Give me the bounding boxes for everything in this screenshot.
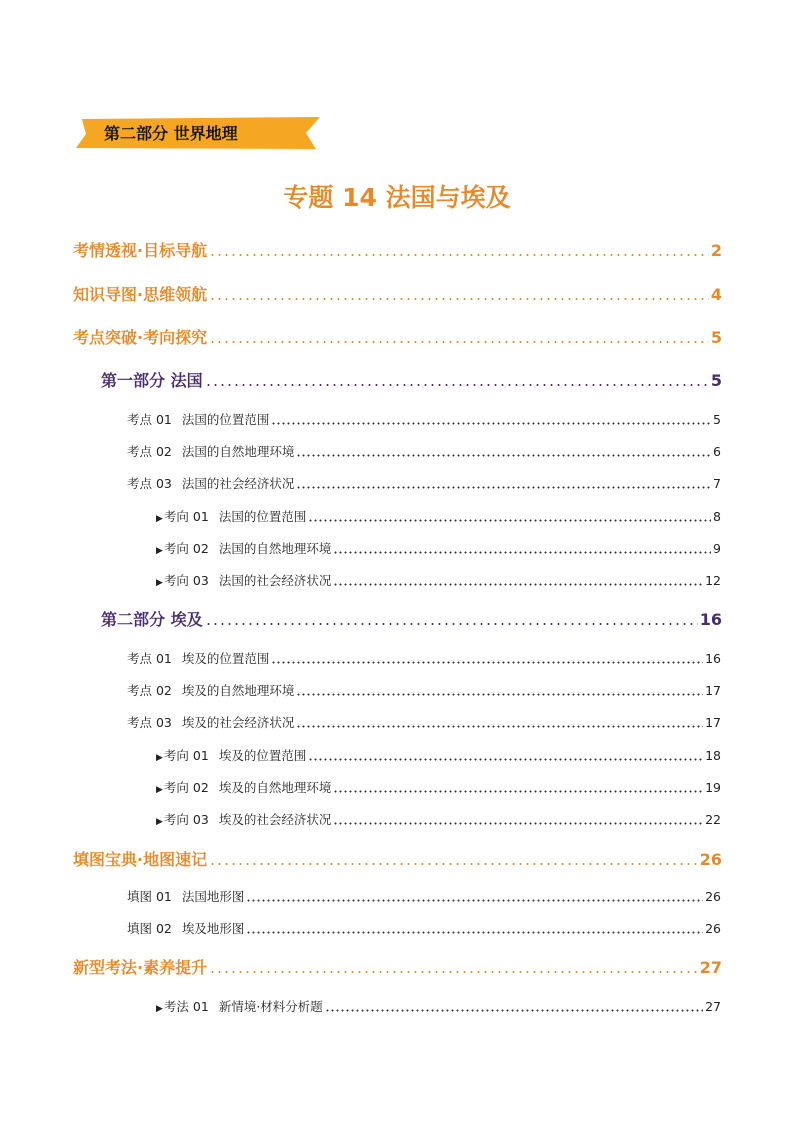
toc-item-page: 16 — [705, 651, 721, 666]
toc-leader-dots — [296, 486, 711, 489]
toc-leader-dots — [209, 862, 698, 866]
toc-leader-dots — [205, 383, 709, 387]
toc-leader-dots — [296, 693, 703, 696]
toc-leader-dots — [246, 931, 703, 934]
toc-item-code: 考向 02 — [163, 541, 209, 556]
toc-item[interactable] — [127, 681, 721, 699]
toc-item-label: 法国的社会经济状况 — [218, 573, 332, 588]
toc-item-label: 法国的社会经济状况 — [181, 476, 295, 491]
toc-item-label: 新型考法·素养提升 — [73, 958, 208, 977]
toc-item-label: 填图宝典·地图速记 — [73, 850, 208, 869]
toc-item[interactable] — [156, 778, 721, 796]
toc-leader-dots — [333, 822, 703, 825]
toc-item-code: 考点 02 — [127, 683, 172, 698]
toc-item[interactable] — [73, 847, 722, 870]
toc-item-label: 埃及的位置范围 — [218, 748, 307, 763]
toc-item-code: 考点 03 — [127, 715, 172, 730]
toc-leader-dots — [308, 519, 711, 522]
toc-leader-dots — [209, 340, 709, 344]
toc-leader-dots — [333, 790, 703, 793]
toc-item-page: 26 — [699, 850, 722, 869]
toc-item-code: 填图 02 — [127, 921, 172, 936]
toc-item[interactable] — [156, 507, 721, 525]
toc-leader-dots — [271, 422, 711, 425]
toc-item-page: 22 — [705, 812, 721, 827]
triangle-bullet-icon: ▶ — [156, 817, 163, 827]
toc-item[interactable] — [127, 919, 721, 937]
toc-item-code: 考向 03 — [163, 812, 209, 827]
triangle-bullet-icon: ▶ — [156, 1004, 163, 1014]
toc-item-page: 18 — [705, 748, 721, 763]
toc-item[interactable] — [127, 442, 721, 460]
toc-leader-dots — [333, 583, 703, 586]
toc-item-code: 考向 03 — [163, 573, 209, 588]
toc-item[interactable] — [156, 571, 721, 589]
toc-item-page: 17 — [705, 683, 721, 698]
toc-leader-dots — [246, 899, 703, 902]
toc-item-page: 17 — [705, 715, 721, 730]
toc-item-page: 9 — [713, 541, 721, 556]
toc-item[interactable] — [156, 746, 721, 764]
toc-item-label: 考点突破·考向探究 — [73, 328, 208, 347]
toc-item-code: 考向 01 — [163, 509, 209, 524]
triangle-bullet-icon: ▶ — [156, 514, 163, 524]
toc-item-code: 考点 01 — [127, 412, 172, 427]
toc-leader-dots — [209, 253, 709, 257]
toc-item-label: 第二部分 埃及 — [101, 610, 203, 629]
toc-item[interactable] — [127, 887, 721, 905]
toc-item-code: 考向 01 — [163, 748, 209, 763]
toc-item-label: 埃及的社会经济状况 — [181, 715, 295, 730]
toc-item[interactable] — [127, 713, 721, 731]
toc-item-label: 埃及的自然地理环境 — [181, 683, 295, 698]
toc-item[interactable] — [73, 282, 722, 305]
toc-item-label: 埃及的自然地理环境 — [218, 780, 332, 795]
toc-item-label: 第一部分 法国 — [101, 371, 203, 390]
toc-item-page: 6 — [713, 444, 721, 459]
toc-leader-dots — [209, 297, 709, 301]
toc-item-label: 埃及的位置范围 — [181, 651, 270, 666]
toc-item[interactable] — [73, 955, 722, 978]
toc-item[interactable] — [156, 539, 721, 557]
toc-item-page: 5 — [713, 412, 721, 427]
toc-item-page: 27 — [705, 999, 721, 1014]
toc-item-page: 12 — [705, 573, 721, 588]
toc-item-page: 5 — [710, 371, 722, 390]
toc-item-code: 考点 02 — [127, 444, 172, 459]
toc-item-label: 考情透视·目标导航 — [73, 241, 208, 260]
toc-leader-dots — [296, 725, 703, 728]
toc-item[interactable] — [101, 368, 722, 391]
toc-item-label: 知识导图·思维领航 — [73, 285, 208, 304]
toc-item[interactable] — [127, 410, 721, 428]
toc-item-code: 考点 01 — [127, 651, 172, 666]
toc-item-page: 26 — [705, 921, 721, 936]
toc-item-label: 埃及的社会经济状况 — [218, 812, 332, 827]
section-banner — [74, 115, 322, 151]
toc-item-label: 法国地形图 — [181, 889, 245, 904]
toc-leader-dots — [209, 970, 698, 974]
toc-item[interactable] — [156, 997, 721, 1015]
toc-item-page: 16 — [699, 610, 722, 629]
toc-item-code: 考法 01 — [163, 999, 209, 1014]
toc-item-label: 新情境·材料分析题 — [218, 999, 323, 1014]
triangle-bullet-icon: ▶ — [156, 753, 163, 763]
toc-item-label: 法国的自然地理环境 — [181, 444, 295, 459]
toc-leader-dots — [296, 454, 711, 457]
toc-item-page: 4 — [710, 285, 722, 304]
toc-item-page: 26 — [705, 889, 721, 904]
toc-item[interactable] — [101, 607, 722, 630]
toc-leader-dots — [333, 551, 711, 554]
toc-item-label: 法国的自然地理环境 — [218, 541, 332, 556]
toc-item-code: 考向 02 — [163, 780, 209, 795]
toc-item-label: 法国的位置范围 — [181, 412, 270, 427]
toc-leader-dots — [271, 661, 703, 664]
toc-item-page: 7 — [713, 476, 721, 491]
toc-item-page: 5 — [710, 328, 722, 347]
page-title: 专题 14 法国与埃及 — [283, 183, 511, 212]
banner-text: 第二部分 世界地理 — [104, 124, 238, 143]
triangle-bullet-icon: ▶ — [156, 546, 163, 556]
triangle-bullet-icon: ▶ — [156, 578, 163, 588]
toc-item-page: 27 — [699, 958, 722, 977]
toc-item-page: 8 — [713, 509, 721, 524]
toc-item-label: 埃及地形图 — [181, 921, 245, 936]
toc-leader-dots — [325, 1009, 703, 1012]
toc-item-code: 填图 01 — [127, 889, 172, 904]
toc-item-page: 19 — [705, 780, 721, 795]
toc-item-code: 考点 03 — [127, 476, 172, 491]
toc-item[interactable] — [127, 649, 721, 667]
toc-leader-dots — [308, 758, 703, 761]
toc-leader-dots — [205, 622, 698, 626]
toc-item-page: 2 — [710, 241, 722, 260]
toc-item[interactable] — [156, 810, 721, 828]
toc-item[interactable] — [73, 238, 722, 261]
toc-item[interactable] — [73, 325, 722, 348]
triangle-bullet-icon: ▶ — [156, 785, 163, 795]
toc-item[interactable] — [127, 474, 721, 492]
toc-item-label: 法国的位置范围 — [218, 509, 307, 524]
